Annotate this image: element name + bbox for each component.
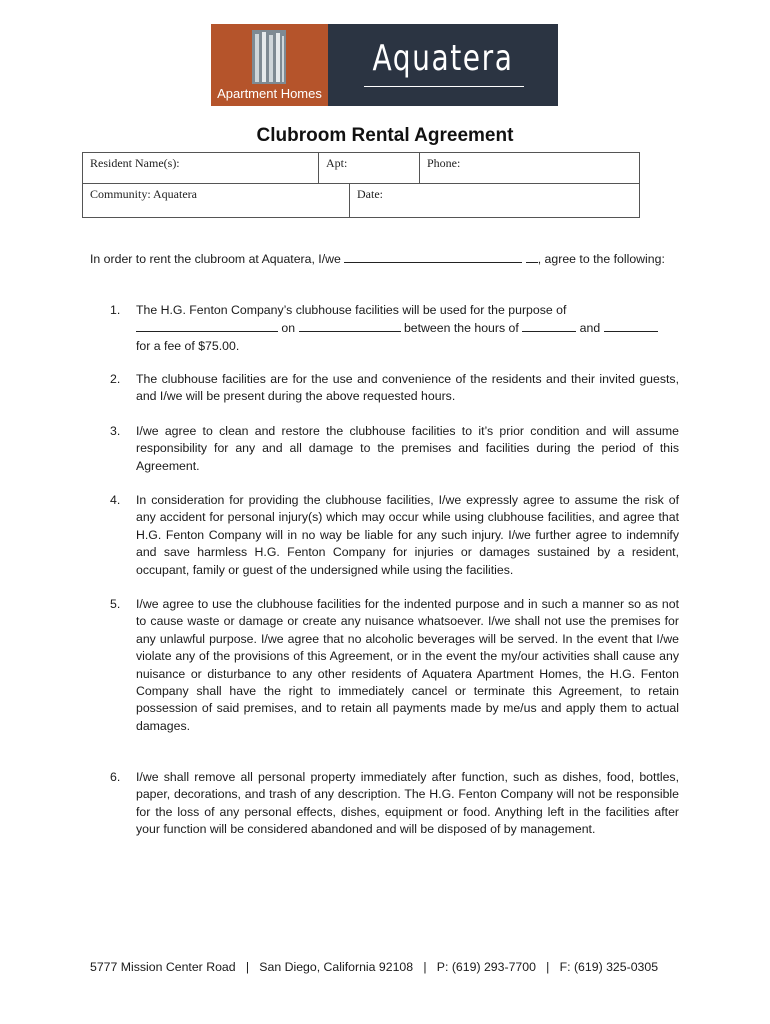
term-number: 6. (110, 770, 121, 784)
term-number: 1. (110, 303, 121, 317)
resident-name-label: Resident Name(s): (90, 156, 180, 170)
resident-info-table (82, 152, 640, 218)
document-title: Clubroom Rental Agreement (256, 125, 514, 146)
logo-right-panel (328, 24, 558, 106)
renter-name-blank[interactable] (344, 250, 522, 263)
logo-subtitle: Apartment Homes (217, 86, 322, 101)
and-label: and (579, 321, 601, 336)
date-label: Date: (357, 187, 383, 201)
logo-brand-name: Aquatera (372, 38, 514, 79)
apt-field[interactable] (319, 153, 420, 184)
intro-paragraph (90, 250, 679, 268)
term-number: 5. (110, 597, 121, 611)
logo-underline (364, 86, 524, 87)
resident-name-field[interactable] (83, 153, 319, 184)
on-label: on (281, 321, 296, 336)
community-field (83, 184, 350, 218)
between-label: between the hours of (403, 321, 519, 336)
apt-label: Apt: (326, 156, 348, 170)
phone-field[interactable] (420, 153, 639, 184)
fee-text: for a fee of $75.00. (136, 338, 240, 353)
intro-text-end: , agree to the following: (537, 252, 665, 266)
agreement-body (90, 250, 679, 837)
term-text: In consideration for providing the clubhouse facilities, I/we expressly agree to assume the risk of any accident for personal injury(s) which may occur while using clubhouse facilities, and agree that H.G. Fenton Company will in no way be liable for any such injury. I/we further agree to indemnify and save harmless H.G. Fenton Company for injuries or damages sustained by a resident, occupant, family or guest of the undersigned while using the facilities. (136, 493, 679, 577)
term-1-line-2 (136, 319, 679, 337)
date-blank[interactable] (299, 319, 401, 332)
term-text: The clubhouse facilities are for the use and convenience of the residents and their invited guests, and I/we will be present during the above requested hours. (136, 372, 679, 404)
term-text (136, 302, 679, 355)
end-time-blank[interactable] (604, 319, 658, 332)
community-label: Community: Aquatera (90, 187, 197, 201)
start-time-blank[interactable] (522, 319, 576, 332)
logo-building-icon (252, 30, 286, 84)
term-text: I/we agree to clean and restore the clubhouse facilities to it’s prior condition and will assume responsibility for any and all damage to the premises and facilities during the period of this Agreement. (136, 424, 679, 473)
term-number: 4. (110, 493, 121, 507)
term-text: I/we agree to use the clubhouse facilities for the indented purpose and in such a manner so as not to cause waste or damage or create any nuisance whatsoever. I/we shall not use the premises for any unlawful purpose. I/we agree that no alcoholic beverages will be served. In the event that I/we violate any of the provisions of this Agreement, or in the event the my/our activities shall cause any nuisance or disturbance to any other residents of Aquatera Apartment Homes, the H.G. Fenton Company shall have the right to immediately cancel or terminate this Agreement, to retain possession of said premises, and to retain all payments made by me/us and apply them to actual damages. (136, 597, 679, 733)
term-number: 3. (110, 424, 121, 438)
renter-name-blank-2[interactable] (526, 250, 538, 263)
term-number: 2. (110, 372, 121, 386)
footer-address: 5777 Mission Center Road | San Diego, California 92108 | P: (619) 293-7700 | F: (619) 325-0305 (90, 960, 659, 974)
intro-text-start: In order to rent the clubroom at Aquatera, I/we (90, 252, 341, 266)
term-text: I/we shall remove all personal property immediately after function, such as dishes, food, bottles, paper, decorations, and trash of any description. The H.G. Fenton Company will not be responsible for the loss of any personal effects, dishes, equipment or food. Anything left in the facilities after your function will be considered abandoned and will be disposed of by management. (136, 770, 679, 837)
date-field[interactable] (350, 184, 639, 218)
term-1-line-1: The H.G. Fenton Company’s clubhouse facilities will be used for the purpose of (136, 303, 567, 317)
phone-label: Phone: (427, 156, 461, 170)
logo-left-panel (211, 24, 328, 106)
purpose-blank[interactable] (136, 319, 278, 332)
company-logo (211, 24, 558, 106)
